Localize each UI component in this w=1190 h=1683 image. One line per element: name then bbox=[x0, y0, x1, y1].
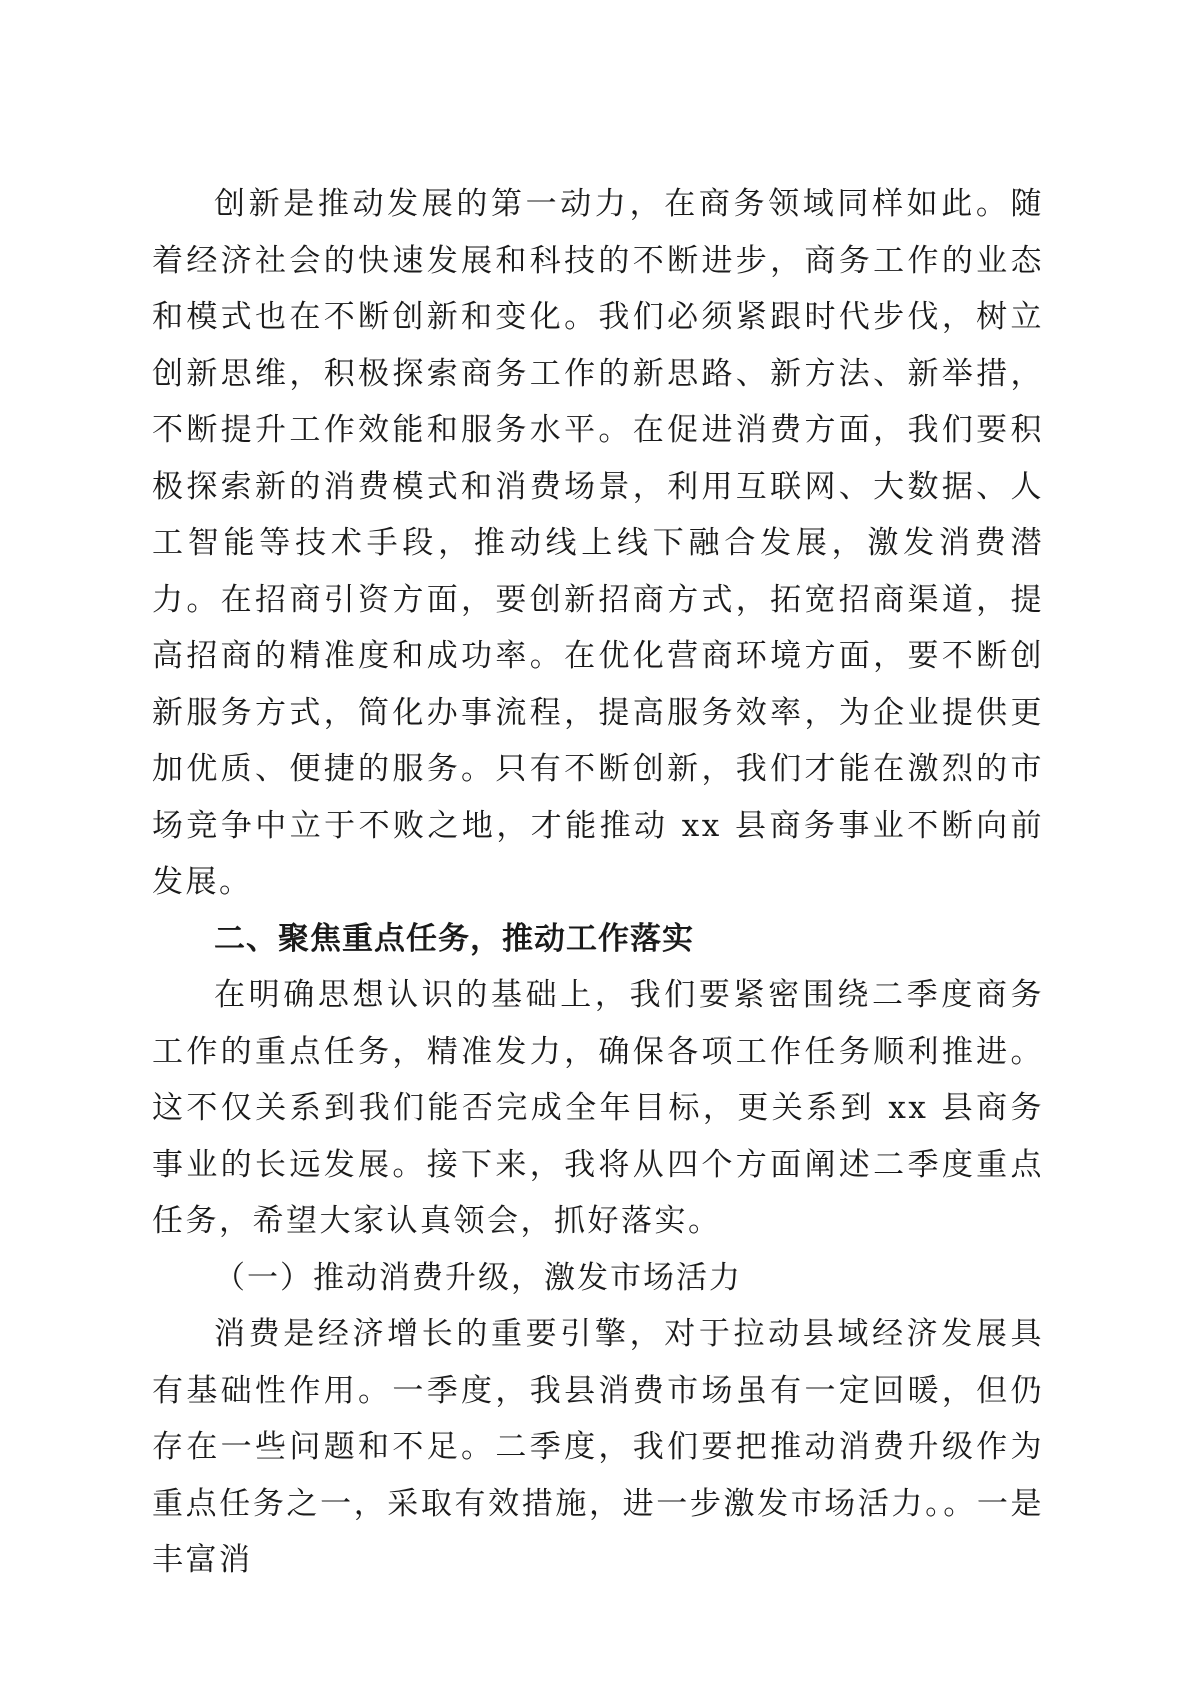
document-body bbox=[152, 176, 1044, 1589]
paragraph-consumption: 消费是经济增长的重要引擎，对于拉动县域经济发展具有基础性作用。一季度，我县消费市场虽有一定回暖，但仍存在一些问题和不足。二季度，我们要把推动消费升级作为重点任务之一，采取有效措施，进一步激发市场活力。。一是丰富消 bbox=[152, 1316, 1044, 1578]
paragraph-innovation: 创新是推动发展的第一动力，在商务领域同样如此。随着经济社会的快速发展和科技的不断进步，商务工作的业态和模式也在不断创新和变化。我们必须紧跟时代步伐，树立创新思维，积极探索商务工作的新思路、新方法、新举措，不断提升工作效能和服务水平。在促进消费方面，我们要积极探索新的消费模式和消费场景，利用互联网、大数据、人工智能等技术手段，推动线上线下融合发展，激发消费潜力。在招商引资方面，要创新招商方式，拓宽招商渠道，提高招商的精准度和成功率。在优化营商环境方面，要不断创新服务方式，简化办事流程，提高服务效率，为企业提供更加优质、便捷的服务。只有不断创新，我们才能在激烈的市场竞争中立于不败之地，才能推动 xx 县商务事业不断向前发展。 bbox=[152, 186, 1044, 900]
section-heading-2: 二、聚焦重点任务，推动工作落实 bbox=[214, 920, 694, 957]
paragraph-key-tasks: 在明确思想认识的基础上，我们要紧密围绕二季度商务工作的重点任务，精准发力，确保各项工作任务顺利推进。这不仅关系到我们能否完成全年目标，更关系到 xx 县商务事业的长远发展。接下来，我将从四个方面阐述二季度重点任务，希望大家认真领会，抓好落实。 bbox=[152, 977, 1044, 1239]
subsection-heading-1: （一）推动消费升级，激发市场活力 bbox=[214, 1259, 742, 1296]
